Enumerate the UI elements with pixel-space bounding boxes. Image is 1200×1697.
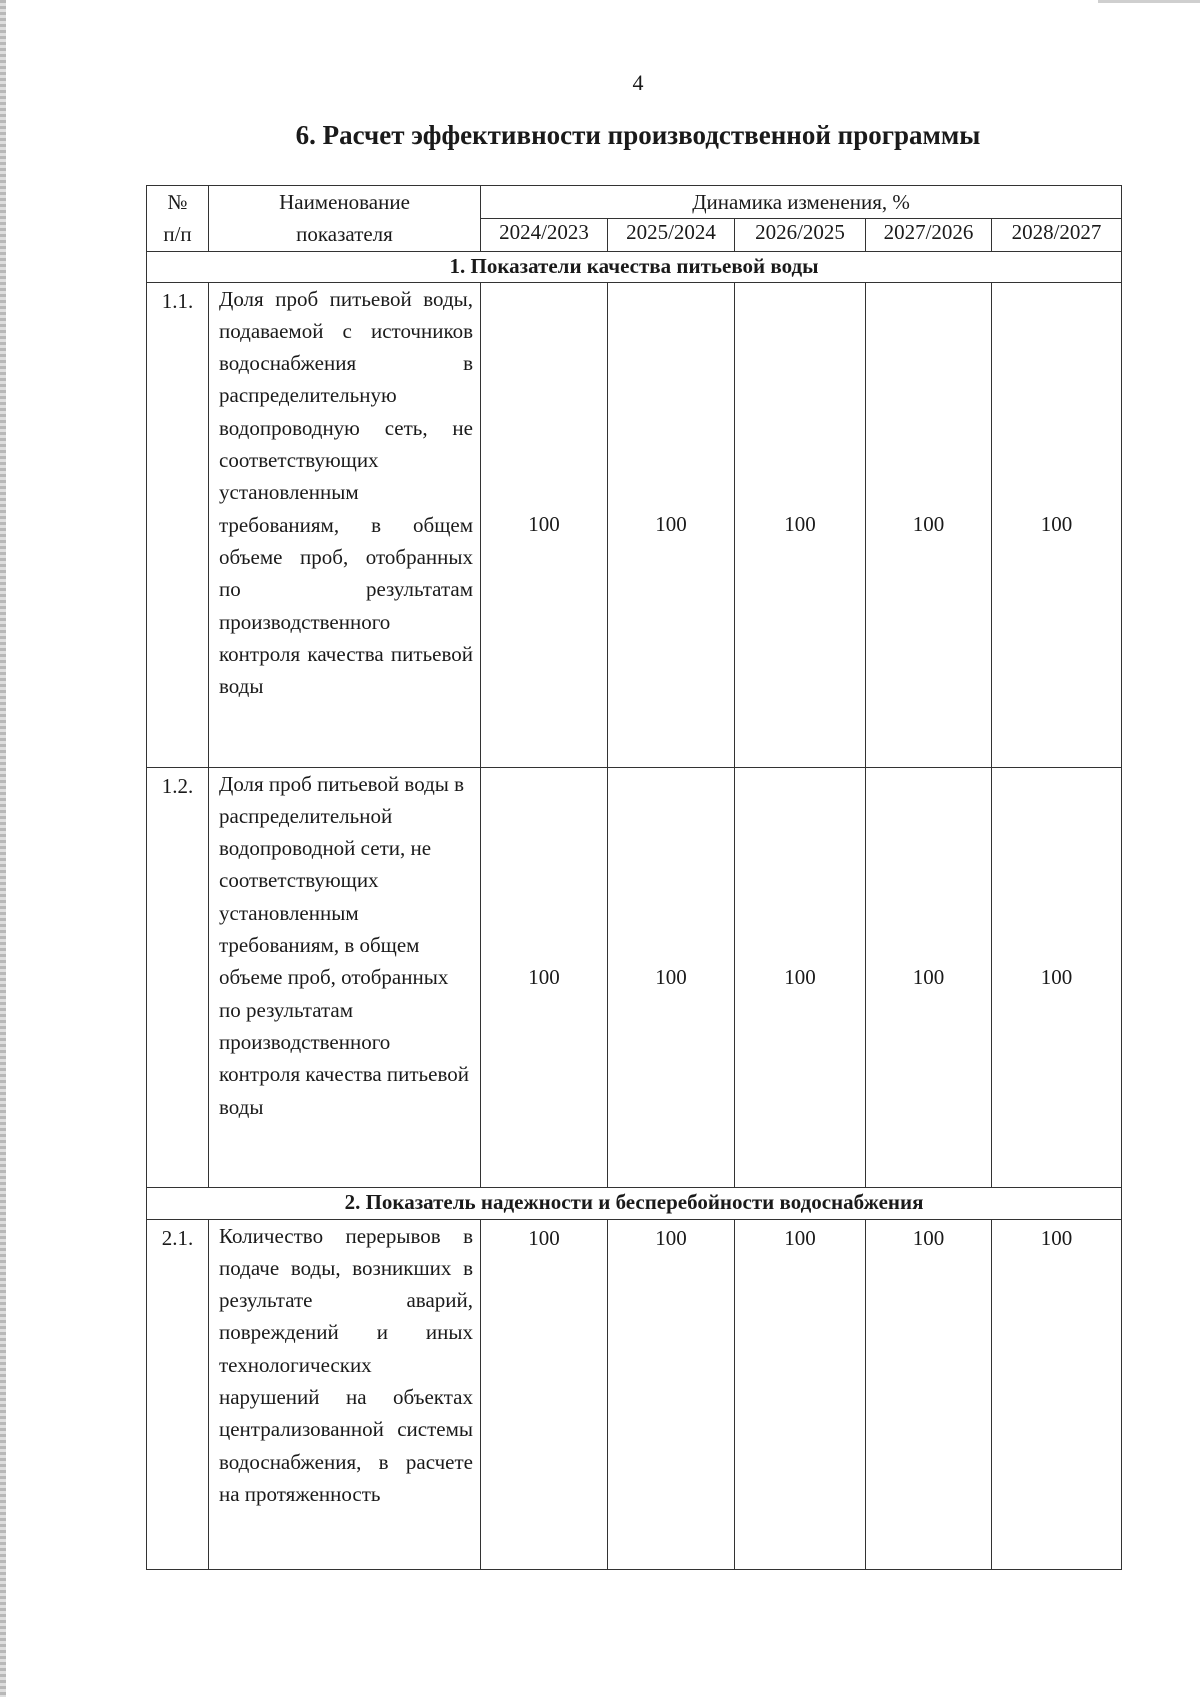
efficiency-table — [146, 185, 1122, 1570]
value-cell: 100 — [735, 767, 866, 1187]
value-cell: 100 — [866, 282, 992, 767]
value-cell: 100 — [735, 1219, 866, 1569]
row-number: 1.1. — [147, 282, 209, 767]
table-row — [147, 767, 1122, 1187]
indicator-name: Доля проб питьевой воды в распределительной водопроводной сети, не соответствующих установленным требованиям, в общем объеме проб, отобранных по результатам производственного контроля качества питьевой воды — [209, 767, 481, 1187]
value-cell: 100 — [481, 282, 608, 767]
header-year: 2026/2025 — [735, 219, 866, 251]
indicator-name: Количество перерывов в подаче воды, возникших в результате аварий, повреждений и иных технологических нарушений на объектах централизованной системы водоснабжения, в расчете на протяженность — [209, 1219, 481, 1569]
scan-left-edge — [0, 0, 6, 1697]
value-cell: 100 — [992, 1219, 1122, 1569]
header-name-line2: показателя — [296, 222, 393, 247]
header-num-cell — [147, 186, 209, 252]
header-row — [147, 186, 1122, 219]
page-number: 4 — [632, 70, 644, 95]
header-dynamics: Динамика изменения, % — [481, 186, 1122, 219]
header-num-line1: № — [167, 190, 188, 214]
header-num-line2: п/п — [163, 222, 192, 247]
table-row — [147, 1219, 1122, 1569]
row-number: 2.1. — [147, 1219, 209, 1569]
header-year: 2024/2023 — [481, 219, 608, 251]
scan-top-mark — [1098, 0, 1200, 3]
value-cell: 100 — [608, 282, 735, 767]
section-heading: 2. Показатель надежности и бесперебойности водоснабжения — [147, 1187, 1122, 1219]
header-year: 2027/2026 — [866, 219, 992, 251]
row-number: 1.2. — [147, 767, 209, 1187]
header-name-line1: Наименование — [279, 190, 410, 214]
value-cell: 100 — [866, 767, 992, 1187]
section-heading: 1. Показатели качества питьевой воды — [147, 251, 1122, 282]
section-row — [147, 1187, 1122, 1219]
value-cell: 100 — [992, 767, 1122, 1187]
value-cell: 100 — [608, 1219, 735, 1569]
header-year: 2025/2024 — [608, 219, 735, 251]
value-cell: 100 — [735, 282, 866, 767]
value-cell: 100 — [866, 1219, 992, 1569]
section-row — [147, 251, 1122, 282]
table-row — [147, 282, 1122, 767]
header-name-cell — [209, 186, 481, 252]
header-year: 2028/2027 — [992, 219, 1122, 251]
section-title: 6. Расчет эффективности производственной программы — [295, 120, 981, 150]
value-cell: 100 — [481, 767, 608, 1187]
value-cell: 100 — [608, 767, 735, 1187]
value-cell: 100 — [992, 282, 1122, 767]
indicator-name: Доля проб питьевой воды, подаваемой с источников водоснабжения в распределительную водопроводную сеть, не соответствующих установленным требованиям, в общем объеме проб, отобранных по результатам производственного контроля качества питьевой воды — [209, 282, 481, 767]
value-cell: 100 — [481, 1219, 608, 1569]
